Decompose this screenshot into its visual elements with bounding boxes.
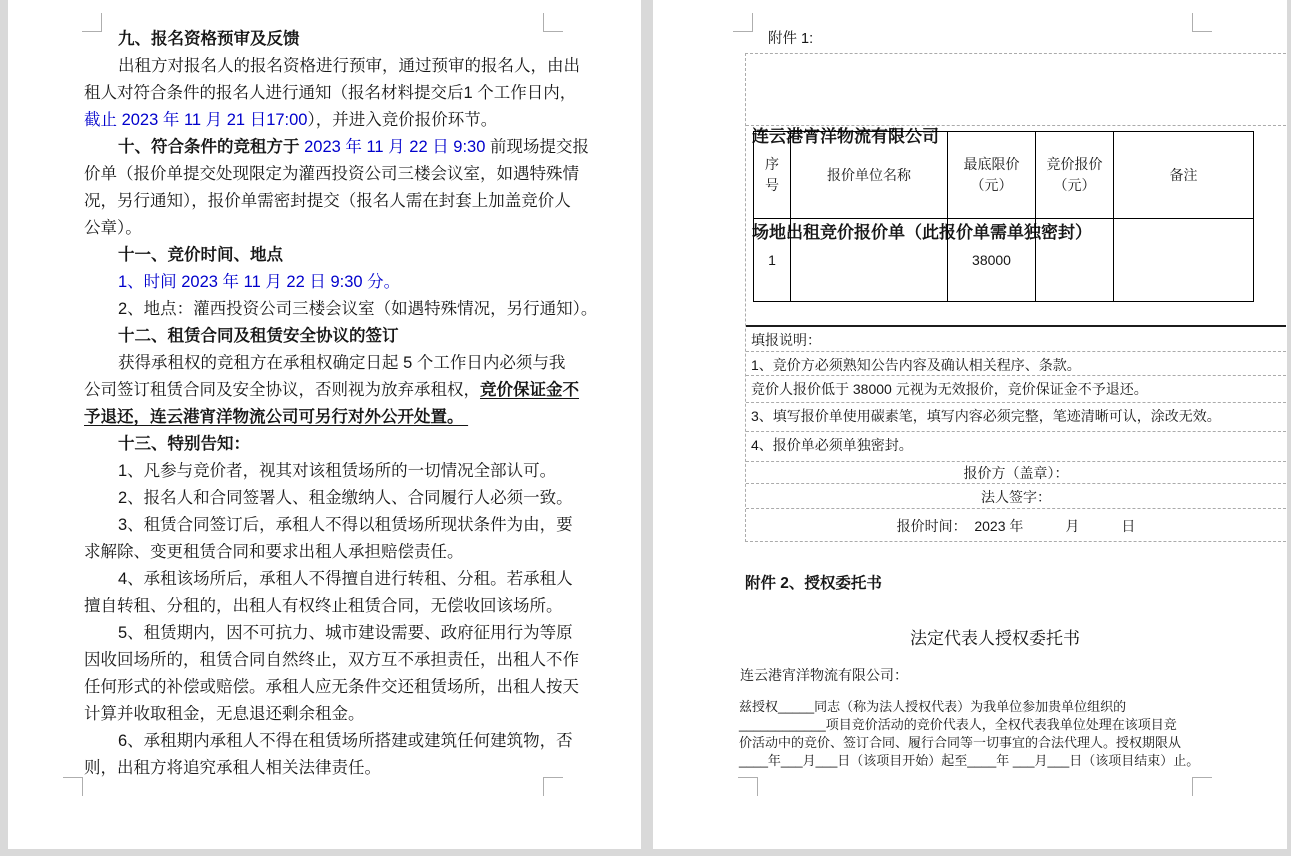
text-run: 租人对符合条件的报名人进行通知（报名材料提交后1 个工作日内， bbox=[84, 84, 577, 102]
poa-line: 兹授权_____同志（称为法人授权代表）为我单位参加贵单位组织的 bbox=[739, 699, 1127, 714]
text-run: 公章）。 bbox=[84, 219, 142, 237]
table-header-cell: 报价单位名称 bbox=[790, 132, 947, 218]
bid-table bbox=[753, 131, 1254, 302]
note-row: 法人签字： bbox=[746, 484, 1286, 509]
page-1[interactable] bbox=[8, 0, 641, 849]
document-line bbox=[84, 485, 624, 512]
note-row: 3、填写报价单使用碳素笔，填写内容必须完整，笔迹清晰可认，涂改无效。 bbox=[746, 403, 1286, 432]
table-cell[interactable] bbox=[790, 218, 947, 301]
document-line bbox=[84, 161, 624, 188]
text-run: 4、承租该场所后，承租人不得擅自进行转租、分租。若承租人 bbox=[118, 570, 573, 588]
text-run: 十二、租赁合同及租赁安全协议的签订 bbox=[118, 327, 399, 345]
document-line bbox=[84, 269, 624, 296]
text-run: 求解除、变更租赁合同和要求出租人承担赔偿责任。 bbox=[84, 543, 464, 561]
document-line bbox=[84, 53, 624, 80]
notes-rows bbox=[746, 325, 1286, 541]
document-line bbox=[84, 512, 624, 539]
crop-mark-bottom-left-p1 bbox=[63, 777, 83, 796]
table-header-cell: 竞价报价（元） bbox=[1035, 132, 1113, 218]
document-line bbox=[84, 593, 624, 620]
poa-salutation: 连云港宵洋物流有限公司： bbox=[740, 667, 908, 683]
table-cell[interactable]: 1 bbox=[754, 218, 790, 301]
text-run: 1、凡参与竞价者，视其对该租赁场所的一切情况全部认可。 bbox=[118, 462, 557, 480]
note-row: 1、竞价方必须熟知公告内容及确认相关程序、条款。 bbox=[746, 352, 1286, 376]
text-run: 公司签订租赁合同及安全协议，否则视为放弃承租权， bbox=[84, 381, 480, 399]
quote-form-container bbox=[745, 53, 1286, 542]
document-line bbox=[84, 404, 624, 431]
text-run: 擅自转租、分租的，出租人有权终止租赁合同，无偿收回该场所。 bbox=[84, 597, 563, 615]
hyperlink-text-run[interactable]: 截止 2023 年 11 月 21 日17:00 bbox=[84, 111, 308, 129]
table-cell[interactable]: 38000 bbox=[947, 218, 1035, 301]
text-run: 九、报名资格预审及反馈 bbox=[118, 30, 300, 48]
poa-line: ____年___月___日（该项目开始）起至____年 ___月___日（该项目结束）止。 bbox=[739, 753, 1200, 768]
document-line bbox=[84, 323, 624, 350]
table-cell[interactable] bbox=[1113, 218, 1253, 301]
document-line bbox=[84, 188, 624, 215]
note-row: 竞价人报价低于 38000 元视为无效报价，竞价保证金不予退还。 bbox=[746, 376, 1286, 403]
crop-mark-top-right-p1 bbox=[543, 13, 563, 32]
hyperlink-text-run[interactable]: 2023 年 11 月 22 日 9:30 bbox=[304, 138, 490, 156]
text-run: 获得承租权的竞租方在承租权确定日起 5 个工作日内必须与我 bbox=[118, 354, 566, 372]
text-run: 况，另行通知），报价单需密封提交（报名人需在封套上加盖竞价人 bbox=[84, 192, 571, 210]
document-line bbox=[84, 296, 624, 323]
attachment1-label: 附件 1: bbox=[768, 31, 814, 47]
document-line bbox=[84, 674, 624, 701]
document-line bbox=[84, 620, 624, 647]
document-line bbox=[84, 701, 624, 728]
crop-mark-bottom-left-p2 bbox=[738, 777, 758, 796]
text-run: 计算并收取租金，无息退还剩余租金。 bbox=[84, 705, 365, 723]
crop-mark-top-right-p2 bbox=[1192, 13, 1212, 32]
page-1-text-block bbox=[84, 26, 624, 782]
document-line bbox=[84, 134, 624, 161]
document-line bbox=[84, 728, 624, 755]
text-run: 2、地点：灌西投资公司三楼会议室（如遇特殊情况，另行通知）。 bbox=[118, 300, 598, 318]
table-header-cell: 序号 bbox=[765, 156, 779, 193]
text-run: 任何形式的补偿或赔偿。承租人应无条件交还租赁场所，出租人按天 bbox=[84, 678, 579, 696]
note-row: 填报说明： bbox=[746, 325, 1286, 352]
document-line bbox=[84, 377, 624, 404]
text-run: 价单（报价单提交处现限定为灌西投资公司三楼会议室，如遇特殊情 bbox=[84, 165, 579, 183]
text-run: 6、承租期内承租人不得在租赁场所搭建或建筑任何建筑物，否 bbox=[118, 732, 573, 750]
text-run: 十三、特别告知： bbox=[118, 435, 250, 453]
crop-mark-top-left-p2 bbox=[733, 13, 753, 32]
document-line bbox=[84, 350, 624, 377]
form-title: 场地出租竞价报价单（此报价单需单独密封） bbox=[752, 223, 1092, 242]
document-line bbox=[84, 566, 624, 593]
table-header-cell: 备注 bbox=[1113, 132, 1253, 218]
bid-table-area bbox=[746, 126, 1286, 325]
poa-line: ____________项目竞价活动的竞价代表人，全权代表我单位处理在该项目竞 bbox=[739, 717, 1177, 732]
crop-mark-bottom-right-p2 bbox=[1192, 777, 1212, 796]
document-line bbox=[84, 107, 624, 134]
document-line bbox=[84, 458, 624, 485]
note-row: 4、报价单必须单独密封。 bbox=[746, 432, 1286, 462]
poa-title: 法定代表人授权委托书 bbox=[910, 629, 1080, 648]
text-run: 则，出租方将追究承租人相关法律责任。 bbox=[84, 759, 381, 777]
table-header-cell: 最底限价（元） bbox=[947, 132, 1035, 218]
poa-paragraph bbox=[739, 698, 1199, 770]
text-run: 十一、竞价时间、地点 bbox=[118, 246, 283, 264]
document-line bbox=[84, 215, 624, 242]
page-2[interactable] bbox=[653, 0, 1287, 849]
attachment2-heading: 附件 2、授权委托书 bbox=[745, 575, 882, 592]
text-run: 5、租赁期内，因不可抗力、城市建设需要、政府征用行为等原 bbox=[118, 624, 573, 642]
text-run: 2、报名人和合同签署人、租金缴纳人、合同履行人必须一致。 bbox=[118, 489, 573, 507]
text-run: 十、符合条件的竞租方于 bbox=[118, 138, 305, 156]
hyperlink-text-run[interactable]: 1、时间 2023 年 11 月 22 日 9:30 分。 bbox=[118, 273, 401, 291]
text-run: 竞价保证金不 bbox=[480, 381, 579, 399]
text-run: 出租方对报名人的报名资格进行预审，通过预审的报名人，由出 bbox=[118, 57, 580, 75]
text-run: ），并进入竞价报价环节。 bbox=[307, 111, 498, 129]
text-run: 3、租赁合同签订后，承租人不得以租赁场所现状条件为由，要 bbox=[118, 516, 573, 534]
document-line bbox=[84, 539, 624, 566]
crop-mark-top-left-p1 bbox=[82, 13, 102, 32]
document-line bbox=[84, 647, 624, 674]
document-line bbox=[84, 80, 624, 107]
table-cell[interactable] bbox=[1035, 218, 1113, 301]
document-line bbox=[84, 431, 624, 458]
poa-line: 价活动中的竞价、签订合同、履行合同等一切事宜的合法代理人。授权期限从 bbox=[739, 735, 1182, 750]
note-row: 报价方（盖章）： bbox=[746, 462, 1286, 484]
crop-mark-bottom-right-p1 bbox=[543, 777, 563, 796]
company-name: 连云港宵洋物流有限公司 bbox=[752, 127, 939, 146]
text-run: 因收回场所的，租赁合同自然终止，双方互不承担责任，出租人不作 bbox=[84, 651, 579, 669]
text-run: 前现场提交报 bbox=[490, 138, 589, 156]
note-row: 报价时间： 2023 年 月 日 bbox=[896, 518, 1136, 534]
document-line bbox=[84, 242, 624, 269]
text-run: 予退还，连云港宵洋物流公司可另行对外公开处置。 bbox=[84, 408, 469, 426]
